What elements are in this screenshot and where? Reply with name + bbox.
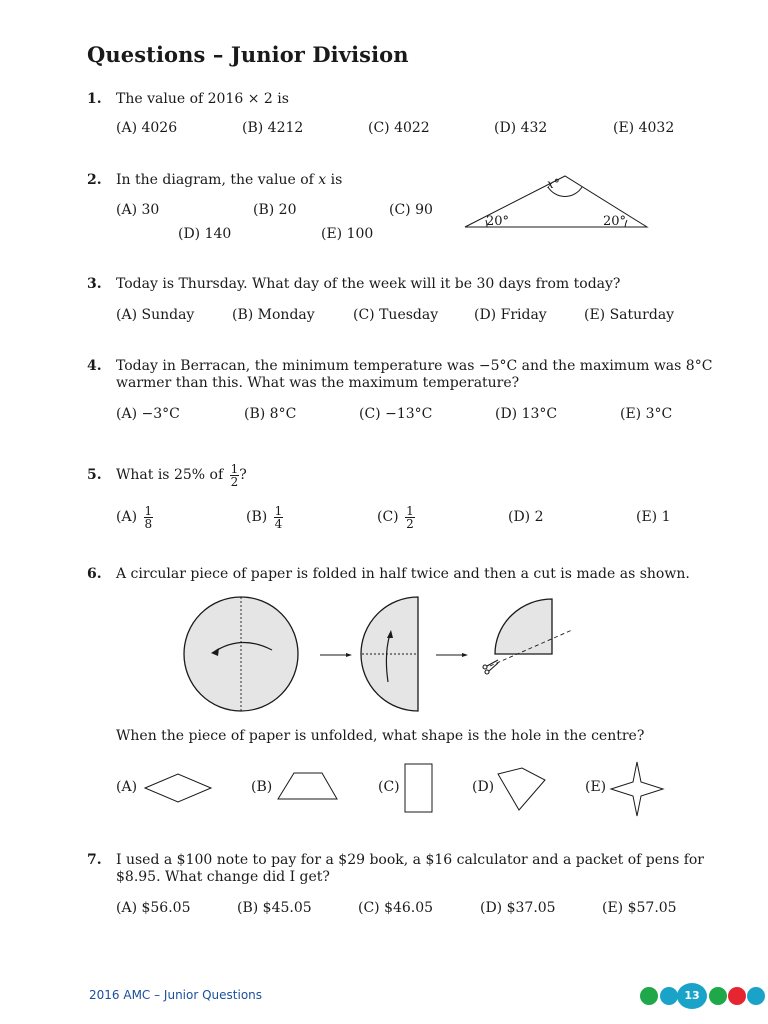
- option-b: (B): [251, 779, 273, 795]
- question-text-prefix: In the diagram, the value of: [116, 172, 314, 188]
- rhombus-shape: [143, 772, 213, 806]
- question-text-line1: I used a $100 note to pay for a $29 book, a $16 calculator and a packet of pens for: [116, 852, 704, 868]
- option-d: (D) 2: [508, 509, 544, 525]
- option-b: (B) 8°C: [244, 406, 297, 422]
- footer-text: 2016 AMC – Junior Questions: [89, 988, 263, 1002]
- question-text-line2: $8.95. What change did I get?: [116, 869, 330, 885]
- option-e: (E): [585, 779, 607, 795]
- question-text: A circular piece of paper is folded in half twice and then a cut is made as shown.: [116, 566, 690, 582]
- trapezoid-shape: [276, 770, 340, 802]
- option-c: (C) 90: [389, 202, 433, 218]
- folding-diagram: [180, 594, 580, 714]
- arrow-right-icon: [436, 653, 468, 657]
- option-a: (A): [116, 779, 138, 795]
- fraction: [405, 505, 415, 530]
- fraction-numerator: 1: [274, 503, 283, 518]
- decorative-dot: [709, 987, 727, 1005]
- option-b: (B) 4212: [242, 120, 304, 136]
- option-a: (A) 4026: [116, 120, 178, 136]
- option-d: (D): [472, 779, 495, 795]
- option-a: [116, 502, 153, 532]
- option-c: (C) −13°C: [359, 406, 433, 422]
- question-number: 6.: [87, 566, 102, 582]
- option-b: (B) Monday: [232, 307, 315, 323]
- half-circle-stage: [361, 597, 418, 711]
- option-label: (C): [377, 509, 399, 525]
- question-number: 5.: [87, 467, 102, 483]
- question-number: 1.: [87, 91, 102, 107]
- arrow-right-icon: [320, 653, 352, 657]
- full-circle-stage: [184, 597, 298, 711]
- decorative-dot: [747, 987, 765, 1005]
- option-e: (E) Saturday: [584, 307, 675, 323]
- question-text-suffix: is: [330, 172, 343, 188]
- star-shape: [609, 760, 665, 818]
- fraction: [144, 505, 154, 530]
- question-number: 7.: [87, 852, 102, 868]
- fraction: [274, 505, 284, 530]
- question-text-line2: warmer than this. What was the maximum temperature?: [116, 375, 520, 391]
- option-e: (E) $57.05: [602, 900, 677, 916]
- angle-label-top: x°: [547, 177, 560, 191]
- option-a: (A) 30: [116, 202, 160, 218]
- question-number: 3.: [87, 276, 102, 292]
- fraction-numerator: 1: [230, 461, 239, 476]
- decorative-dot: [728, 987, 746, 1005]
- option-d: (D) $37.05: [480, 900, 556, 916]
- option-c: (C): [378, 779, 400, 795]
- option-d: (D) 13°C: [495, 406, 558, 422]
- question-text-suffix: ?: [239, 467, 247, 483]
- question-text-prefix: What is 25% of: [116, 467, 224, 483]
- question-text: [116, 172, 342, 189]
- option-d: (D) 140: [178, 226, 232, 242]
- option-e: (E) 100: [321, 226, 374, 242]
- angle-label-right: 20°: [603, 214, 627, 229]
- question-text: [116, 458, 247, 492]
- question-number: 4.: [87, 358, 102, 374]
- variable-x: x: [318, 172, 327, 188]
- fraction: [230, 463, 240, 488]
- option-b: (B) $45.05: [237, 900, 312, 916]
- decorative-dot: [640, 987, 658, 1005]
- option-a: (A) −3°C: [116, 406, 180, 422]
- option-e: (E) 4032: [613, 120, 675, 136]
- option-e: (E) 3°C: [620, 406, 673, 422]
- question-text: Today is Thursday. What day of the week will it be 30 days from today?: [116, 276, 621, 292]
- option-a: (A) $56.05: [116, 900, 191, 916]
- rectangle-shape: [403, 762, 435, 814]
- kite-shape: [496, 766, 548, 812]
- option-b: (B) 20: [253, 202, 297, 218]
- option-d: (D) 432: [494, 120, 548, 136]
- decorative-dot: [660, 987, 678, 1005]
- fraction-numerator: 1: [406, 503, 414, 518]
- question-subtext: When the piece of paper is unfolded, what shape is the hole in the centre?: [116, 728, 645, 744]
- option-c: (C) $46.05: [358, 900, 434, 916]
- option-c: [377, 502, 415, 532]
- fraction-denominator: 4: [274, 516, 283, 531]
- option-a: (A) Sunday: [116, 307, 195, 323]
- option-label: (A): [116, 509, 138, 525]
- option-c: (C) Tuesday: [353, 307, 439, 323]
- fraction-denominator: 2: [406, 516, 414, 531]
- fraction-denominator: 2: [230, 474, 239, 489]
- question-number: 2.: [87, 172, 102, 188]
- fraction-numerator: 1: [144, 503, 153, 518]
- scissors-icon: [483, 660, 498, 674]
- page-number: 13: [677, 983, 707, 1009]
- quarter-circle-stage: [490, 599, 572, 666]
- angle-label-left: 20°: [486, 214, 510, 229]
- option-e: (E) 1: [636, 509, 671, 525]
- question-text: The value of 2016 × 2 is: [116, 91, 289, 107]
- option-d: (D) Friday: [474, 307, 547, 323]
- fraction-denominator: 8: [144, 516, 153, 531]
- page-title: Questions – Junior Division: [87, 42, 409, 67]
- option-b: [246, 502, 283, 532]
- question-text-line1: Today in Berracan, the minimum temperature was −5°C and the maximum was 8°C: [116, 358, 713, 374]
- option-label: (B): [246, 509, 268, 525]
- option-c: (C) 4022: [368, 120, 430, 136]
